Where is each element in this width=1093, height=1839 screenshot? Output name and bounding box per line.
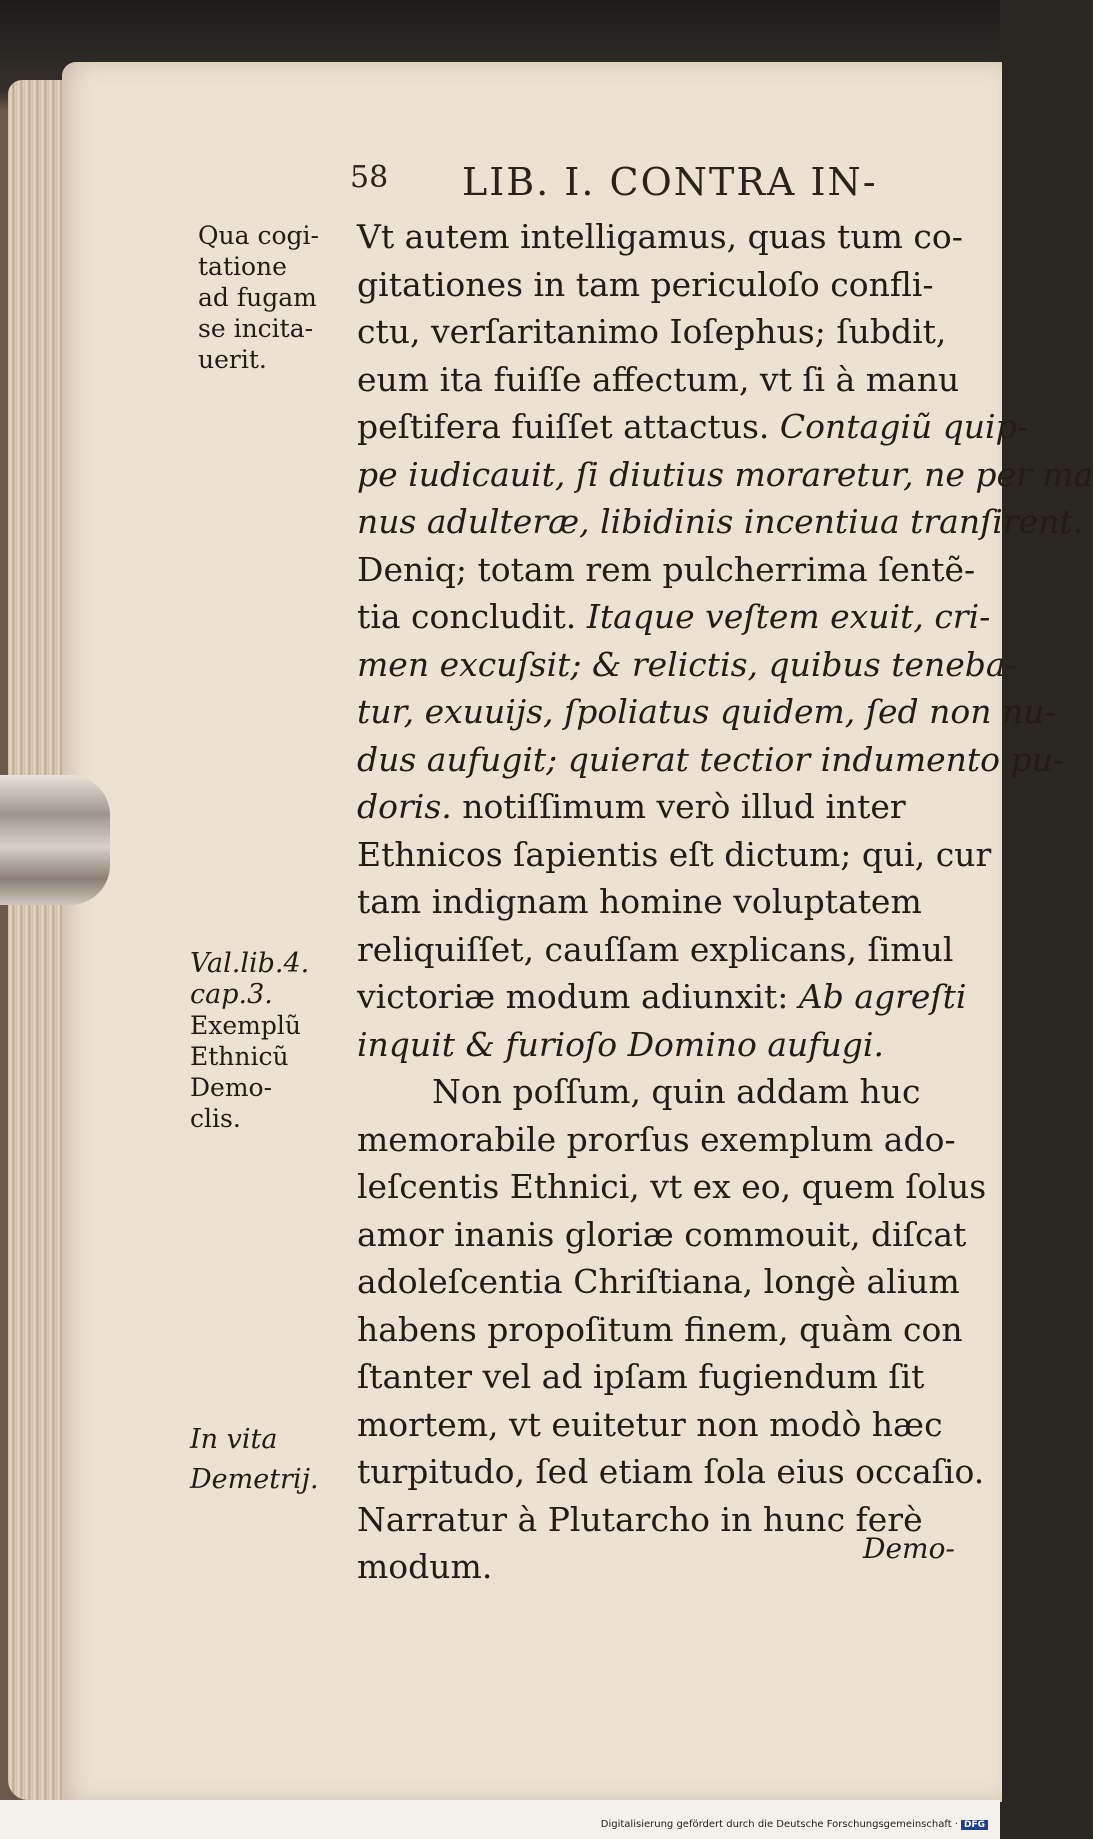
text-run: notiſſimum verò illud inter [462, 787, 906, 826]
text-line: Narratur à Plutarcho in hunc ferè [357, 1499, 923, 1539]
margin-note-line: Exemplũ [190, 1011, 301, 1040]
text-run: victoriæ modum adiunxit: [357, 977, 789, 1016]
text-line: nus adulteræ, libidinis incentiua tranſirent. [357, 502, 1084, 541]
text-line: ſtanter vel ad ipſam fugiendum ſit [357, 1357, 925, 1396]
text-line: Non poſſum, quin addam huc [432, 1072, 921, 1111]
text-run-italic: Itaque veſtem exuit, cri- [586, 597, 991, 636]
catchword: Demo- [863, 1532, 955, 1565]
margin-note-line: clis. [190, 1104, 241, 1133]
text-line: habens propoſitum finem, quàm con [357, 1309, 963, 1349]
margin-note-line: uerit. [198, 345, 267, 374]
text-run-italic: doris. [357, 787, 452, 826]
margin-note-line: Ethnicũ [190, 1042, 289, 1071]
margin-note-line: tatione [198, 252, 287, 281]
credit-text: Digitalisierung gefördert durch die Deutsche Forschungsgemeinschaft · [600, 1819, 958, 1830]
running-head: LIB. I. CONTRA IN- [462, 160, 878, 204]
margin-note-line: ad fugam [198, 283, 317, 312]
margin-note-line: se incita- [198, 314, 314, 343]
text-line: Vt autem intelligamus, quas tum co- [357, 217, 963, 256]
margin-note-flight [198, 220, 319, 375]
text-line: reliquiſſet, cauſſam explicans, ſimul [357, 929, 954, 969]
text-line [357, 403, 1028, 451]
page-number: 58 [350, 160, 389, 195]
text-line: inquit & furioſo Domino aufugi. [357, 1024, 884, 1064]
digitization-credit [601, 1819, 988, 1830]
text-line: memorabile prorſus exemplum ado- [357, 1119, 956, 1159]
margin-note-line: Demo- [190, 1073, 273, 1102]
margin-note-line: In vita [190, 1424, 278, 1455]
margin-note-valerius [190, 948, 309, 1134]
text-line: gitationes in tam periculoſo confli- [357, 264, 934, 304]
margin-note-line: Qua cogi- [198, 221, 319, 250]
text-line: Deniq; totam rem pulcherrima ſentẽ- [357, 549, 976, 589]
text-run-italic: Contagiũ quip- [779, 407, 1028, 446]
text-run: tia concludit. [357, 597, 577, 636]
dfg-logo-icon: DFG [961, 1820, 988, 1830]
page-clip [0, 775, 110, 905]
text-line: Ethnicos ſapientis eſt dictum; qui, cur [357, 834, 992, 874]
text-line: men excuſsit; & relictis, quibus teneba- [357, 644, 1017, 684]
main-text [357, 213, 1093, 1591]
page-header [350, 160, 990, 212]
text-line: modum. [357, 1547, 493, 1586]
text-line: dus aufugit; quierat tectior indumento pu- [357, 739, 1065, 779]
text-line: tur, exuuijs, ſpoliatus quidem, ſed non nu- [357, 692, 1056, 731]
text-line: ctu, verſaritanimo Ioſephus; ſubdit, [357, 312, 947, 351]
text-line [357, 973, 982, 1021]
margin-note-line: Demetrij. [190, 1464, 319, 1495]
text-line [357, 593, 991, 641]
margin-note-line: cap.3. [190, 979, 273, 1010]
margin-note-demetrius [190, 1420, 319, 1500]
text-line: pe iudicauit, ſi diutius moraretur, ne per ma [357, 454, 1093, 494]
text-line: leſcentis Ethnici, vt ex eo, quem ſolus [357, 1167, 987, 1206]
text-line: mortem, vt euitetur non modò hæc [357, 1404, 943, 1444]
text-line: eum ita fuiſſe affectum, vt ſi à manu [357, 359, 960, 399]
text-line: turpitudo, ſed etiam ſola eius occaſio. [357, 1452, 985, 1491]
text-line [357, 783, 982, 831]
text-run-italic: Ab agreſti [798, 977, 967, 1016]
text-run: peſtifera fuiſſet attactus. [357, 407, 770, 446]
margin-note-line: Val.lib.4. [190, 948, 310, 979]
text-line: adoleſcentia Chriſtiana, longè alium [357, 1262, 960, 1301]
text-line: amor inanis gloriæ commouit, diſcat [357, 1214, 967, 1254]
text-line: tam indignam homine voluptatem [357, 882, 922, 921]
